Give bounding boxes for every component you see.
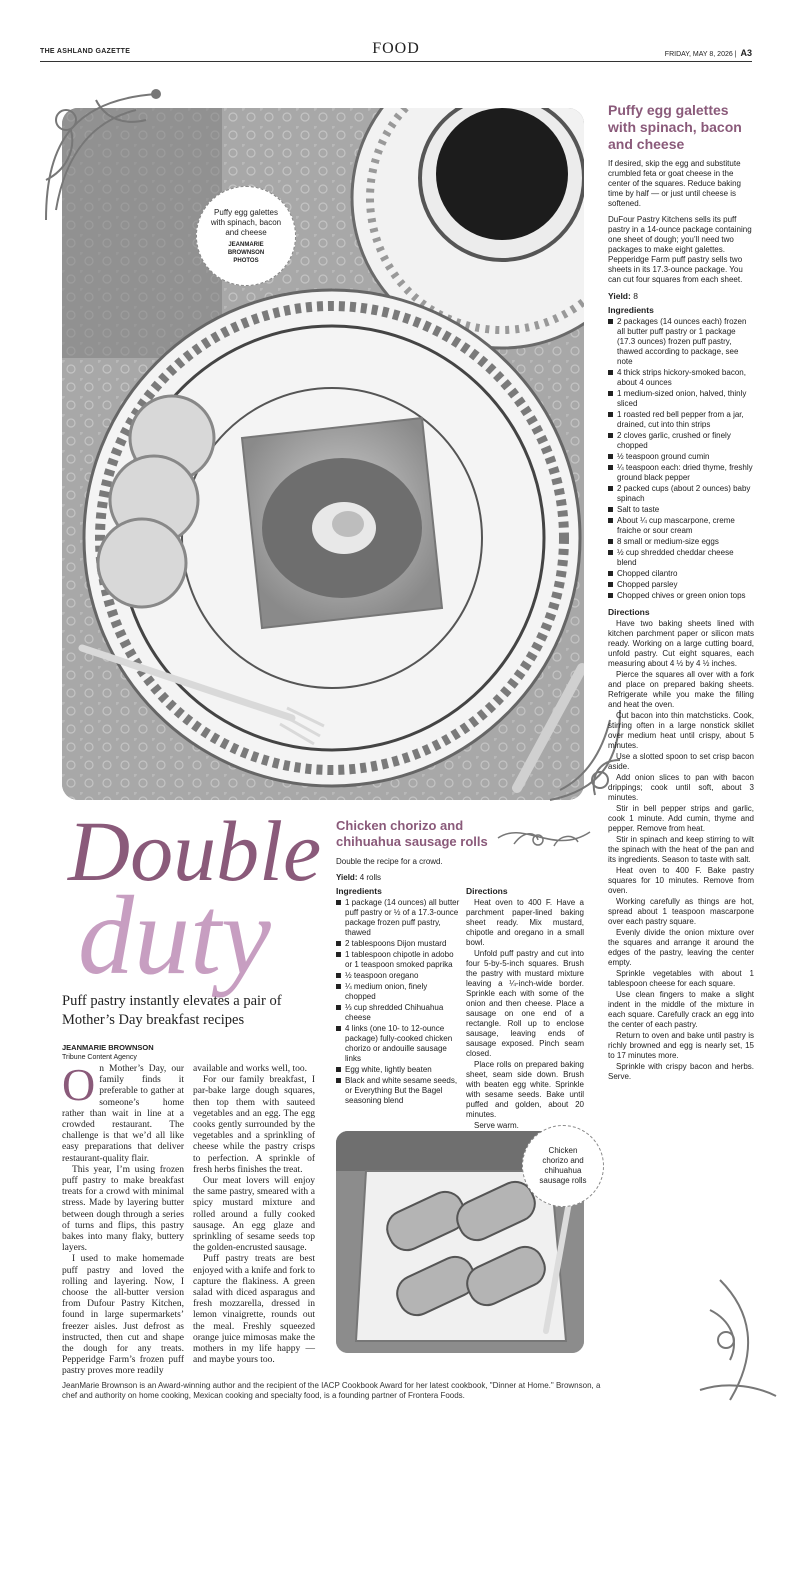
- bottom-flourish: [690, 1270, 780, 1410]
- chorizo-ingredients: [336, 886, 460, 1112]
- direction-step: Heat oven to 400 F. Have a parchment paper-lined baking sheet ready. Mix mustard, chipotle and oregano in a small bowl.: [466, 898, 584, 947]
- story-paragraph: For our family breakfast, I par-bake large dough squares, then top them with sauteed vegetables and an egg. The egg cooks gently surrounded by the vegetables and a sprinkling of cheese while the pastry crisps to perfection. A sprinkle of fresh herbs finishes the treat.: [193, 1075, 315, 1175]
- list-item: ¼ medium onion, finely chopped: [336, 982, 460, 1002]
- direction-step: Return to oven and bake until pastry is richly browned and egg is nearly set, 15 to 17 minutes more.: [608, 1031, 754, 1060]
- chorizo-ingredients-heading: Ingredients: [336, 886, 382, 896]
- chorizo-yield: [336, 873, 381, 882]
- chorizo-yield-label: Yield:: [336, 873, 358, 882]
- galette-caption-text: Puffy egg galettes with spinach, bacon and cheese: [210, 207, 282, 237]
- list-item: 2 tablespoons Dijon mustard: [336, 939, 460, 949]
- story-paragraph: available and works well, too.: [193, 1064, 307, 1074]
- story-column-2: [193, 1064, 315, 1366]
- chorizo-note: Double the recipe for a crowd.: [336, 857, 443, 866]
- direction-step: Add onion slices to pan with bacon drippings; cook until soft, about 3 minutes.: [608, 773, 754, 802]
- galette-yield: [608, 291, 754, 301]
- direction-step: Cut bacon into thin matchsticks. Cook, stirring often in a large nonstick skillet over medium heat until crispy, about 5 minutes.: [608, 711, 754, 750]
- galette-directions: [608, 619, 754, 1082]
- direction-step: Heat oven to 400 F. Bake pastry squares for 10 minutes. Remove from oven.: [608, 866, 754, 895]
- list-item: ½ teaspoon ground cumin: [608, 452, 754, 462]
- galette-recipe-title: Puffy egg galettes with spinach, bacon and cheese: [608, 102, 742, 152]
- issue-date: FRIDAY, MAY 8, 2026: [664, 51, 733, 58]
- list-item: 2 packages (14 ounces each) frozen all butter puff pastry or 1 package (17.3 ounces) frozen puff pastry, thawed according to package, see note: [608, 317, 754, 367]
- list-item: 1 medium-sized onion, halved, thinly sliced: [608, 389, 754, 409]
- direction-step: Sprinkle with crispy bacon and herbs. Serve.: [608, 1062, 754, 1081]
- direction-step: Working carefully as things are hot, spread about 1 teaspoon mascarpone over each pastry square.: [608, 897, 754, 926]
- galette-intro-1: If desired, skip the egg and substitute crumbled feta or goat cheese in the center of the squares. Reduce baking time by half — or just until cheese is softened.: [608, 159, 741, 208]
- direction-step: Evenly divide the onion mixture over the squares and arrange it around the edges of the pastry, leaving the center empty.: [608, 928, 754, 967]
- deck: Puff pastry instantly elevates a pair of Mother’s Day breakfast recipes: [62, 993, 282, 1028]
- direction-step: Place rolls on prepared baking sheet, seam side down. Brush with beaten egg white. Sprinkle with sesame seeds. Bake until puffed and golden, about 20 minutes.: [466, 1060, 584, 1119]
- story-paragraph: This year, I’m using frozen puff pastry to make breakfast treats for a crowd with minimal stress. Made by layering butter between dough through a series of turns and flips, this pastry bakes into many flaky, buttery layers.: [62, 1164, 184, 1254]
- galette-intro-2: DuFour Pastry Kitchens sells its puff pastry in a 14-ounce package containing one sheet of dough; you’ll need two packages to make eight galettes. Pepperidge Farm puff pastry sells two sheets in its 17.3-ounce package. You can cut four squares from each sheet.: [608, 215, 752, 284]
- direction-step: Use clean fingers to make a slight indent in the middle of the mixture in each square. Carefully crack an egg into the center of each pastry.: [608, 990, 754, 1029]
- list-item: 4 thick strips hickory-smoked bacon, about 4 ounces: [608, 368, 754, 388]
- section-title: FOOD: [372, 40, 420, 57]
- list-item: Black and white sesame seeds, or Everything But the Bagel seasoning blend: [336, 1076, 460, 1106]
- story-paragraph: Puff pastry treats are best enjoyed with a knife and fork to capture the flakiness. A green salad with diced asparagus and fresh mozzarella, dressed in lemon vinaigrette, rounds out the meal. Freshly squeezed orange juice mimosas make the mothers in my life happy — and maybe yours too.: [193, 1254, 315, 1366]
- story-text: n Mother’s Day, our family finds it preferable to gather at someone’s home rather than wait in line at a crowded restaurant. The challenge is that we’d all like easy preparations that deliver restaurant-quality flair.: [62, 1064, 184, 1164]
- date-line: FRIDAY, MAY 8, 2026 | A3: [664, 48, 752, 58]
- galette-directions-heading: Directions: [608, 607, 650, 617]
- galette-ingredients-list: [608, 317, 754, 601]
- story-paragraph: [62, 1059, 184, 1165]
- direction-step: Have two baking sheets lined with kitchen parchment paper or silicon mats ready. Working on a large cutting board, unfold pastry. Cut eight squares, each measuring about 4 ½ by 4 ½ inches.: [608, 619, 754, 668]
- byline-author: JEANMARIE BROWNSON: [62, 1043, 154, 1052]
- direction-step: Pierce the squares all over with a fork and place on prepared baking sheets. Refrigerate while you make the filling and heat the oven.: [608, 670, 754, 709]
- list-item: 1 roasted red bell pepper from a jar, drained, cut into thin strips: [608, 410, 754, 430]
- list-item: Chopped chives or green onion tops: [608, 591, 754, 601]
- list-item: ⅓ cup shredded Chihuahua cheese: [336, 1003, 460, 1023]
- headline-line1: Double: [68, 803, 322, 899]
- list-item: Chopped cilantro: [608, 569, 754, 579]
- list-item: 1 tablespoon chipotle in adobo or 1 teaspoon smoked paprika: [336, 950, 460, 970]
- header-rule: [40, 61, 752, 62]
- list-item: ¼ teaspoon each: dried thyme, freshly ground black pepper: [608, 463, 754, 483]
- galette-ingredients-heading: Ingredients: [608, 305, 654, 315]
- list-item: 1 package (14 ounces) all butter puff pastry or ½ of a 17.3-ounce package frozen puff pastry, thawed: [336, 898, 460, 938]
- headline-line2: duty: [78, 874, 271, 998]
- chorizo-ingredients-list: [336, 898, 460, 1106]
- list-item: 8 small or medium-size eggs: [608, 537, 754, 547]
- list-item: Egg white, lightly beaten: [336, 1065, 460, 1075]
- sausage-caption-text: Chicken chorizo and chihuahua sausage rolls: [539, 1146, 587, 1185]
- list-item: Salt to taste: [608, 505, 754, 515]
- galette-yield-value: 8: [633, 291, 638, 301]
- photo-credit: JEANMARIE BROWNSON PHOTOS: [227, 241, 265, 264]
- list-item: 2 packed cups (about 2 ounces) baby spinach: [608, 484, 754, 504]
- story-column-1: [62, 1059, 184, 1378]
- chorizo-yield-value: 4 rolls: [359, 873, 382, 882]
- page-number: A3: [740, 48, 752, 58]
- list-item: About ¼ cup mascarpone, creme fraiche or sour cream: [608, 516, 754, 536]
- drop-cap: O: [62, 1059, 96, 1110]
- author-bio: JeanMarie Brownson is an Award-winning author and the recipient of the IACP Cookbook Award for her latest cookbook, "Dinner at Home." Brownson, a chef and authority on home cooking, Mexican cooking and specialty food, is a founding partner of Frontera Foods.: [62, 1381, 601, 1400]
- corner-flourish-top: [36, 80, 186, 230]
- galette-photo-caption: [196, 186, 296, 286]
- direction-step: Unfold puff pastry and cut into four 5-by-5-inch squares. Brush the pastry with mustard mixture leaving a ¼-inch-wide border. Sprinkle each with some of the onion and then cheese. Place a sausage on one end of a rectangle. Roll up to enclose sausage, leaving ends of sausage exposed. Pinch seam closed.: [466, 949, 584, 1058]
- list-item: Chopped parsley: [608, 580, 754, 590]
- galette-recipe: [608, 102, 754, 1083]
- chorizo-recipe-title: Chicken chorizo and chihuahua sausage rolls: [336, 818, 488, 849]
- direction-step: Use a slotted spoon to set crisp bacon aside.: [608, 752, 754, 771]
- direction-step: Serve warm.: [474, 1121, 519, 1130]
- story-paragraph: I used to make homemade puff pastry and loved the rolling and layering. Now, I choose the all-butter version from Dufour Pastry Kitchen, found in large supermarkets’ freezer aisles. Just defrost as instructed, then cut and shape the dough for any treats. Pepperidge Farm’s frozen puff pastry proves more readily: [62, 1254, 184, 1377]
- story-paragraph: Our meat lovers will enjoy the same pastry, smeared with a spicy mustard mixture and rolled around a fully cooked sausage. An egg glaze and sprinkling of sesame seeds top the golden-encrusted sausage.: [193, 1176, 315, 1254]
- direction-step: Stir in spinach and keep stirring to wilt the spinach with the heat of the pan and its ingredients. Season to taste with salt.: [608, 835, 754, 864]
- list-item: 4 links (one 10- to 12-ounce package) fully-cooked chicken chorizo or andouille sausage links: [336, 1024, 460, 1064]
- chorizo-directions-heading: Directions: [466, 886, 508, 896]
- sausage-rolls-caption: [522, 1125, 604, 1207]
- paper-name: THE ASHLAND GAZETTE: [40, 48, 131, 55]
- list-item: ½ cup shredded cheddar cheese blend: [608, 548, 754, 568]
- byline-agency: Tribune Content Agency: [62, 1054, 137, 1061]
- direction-step: Stir in bell pepper strips and garlic, cook 1 minute. Add cumin, thyme and pepper. Remove from heat.: [608, 804, 754, 833]
- list-item: 2 cloves garlic, crushed or finely chopped: [608, 431, 754, 451]
- galette-yield-label: Yield:: [608, 291, 631, 301]
- list-item: ½ teaspoon oregano: [336, 971, 460, 981]
- chorizo-directions: [466, 886, 584, 1132]
- direction-step: Sprinkle vegetables with about 1 tablespoon cheese for each square.: [608, 969, 754, 988]
